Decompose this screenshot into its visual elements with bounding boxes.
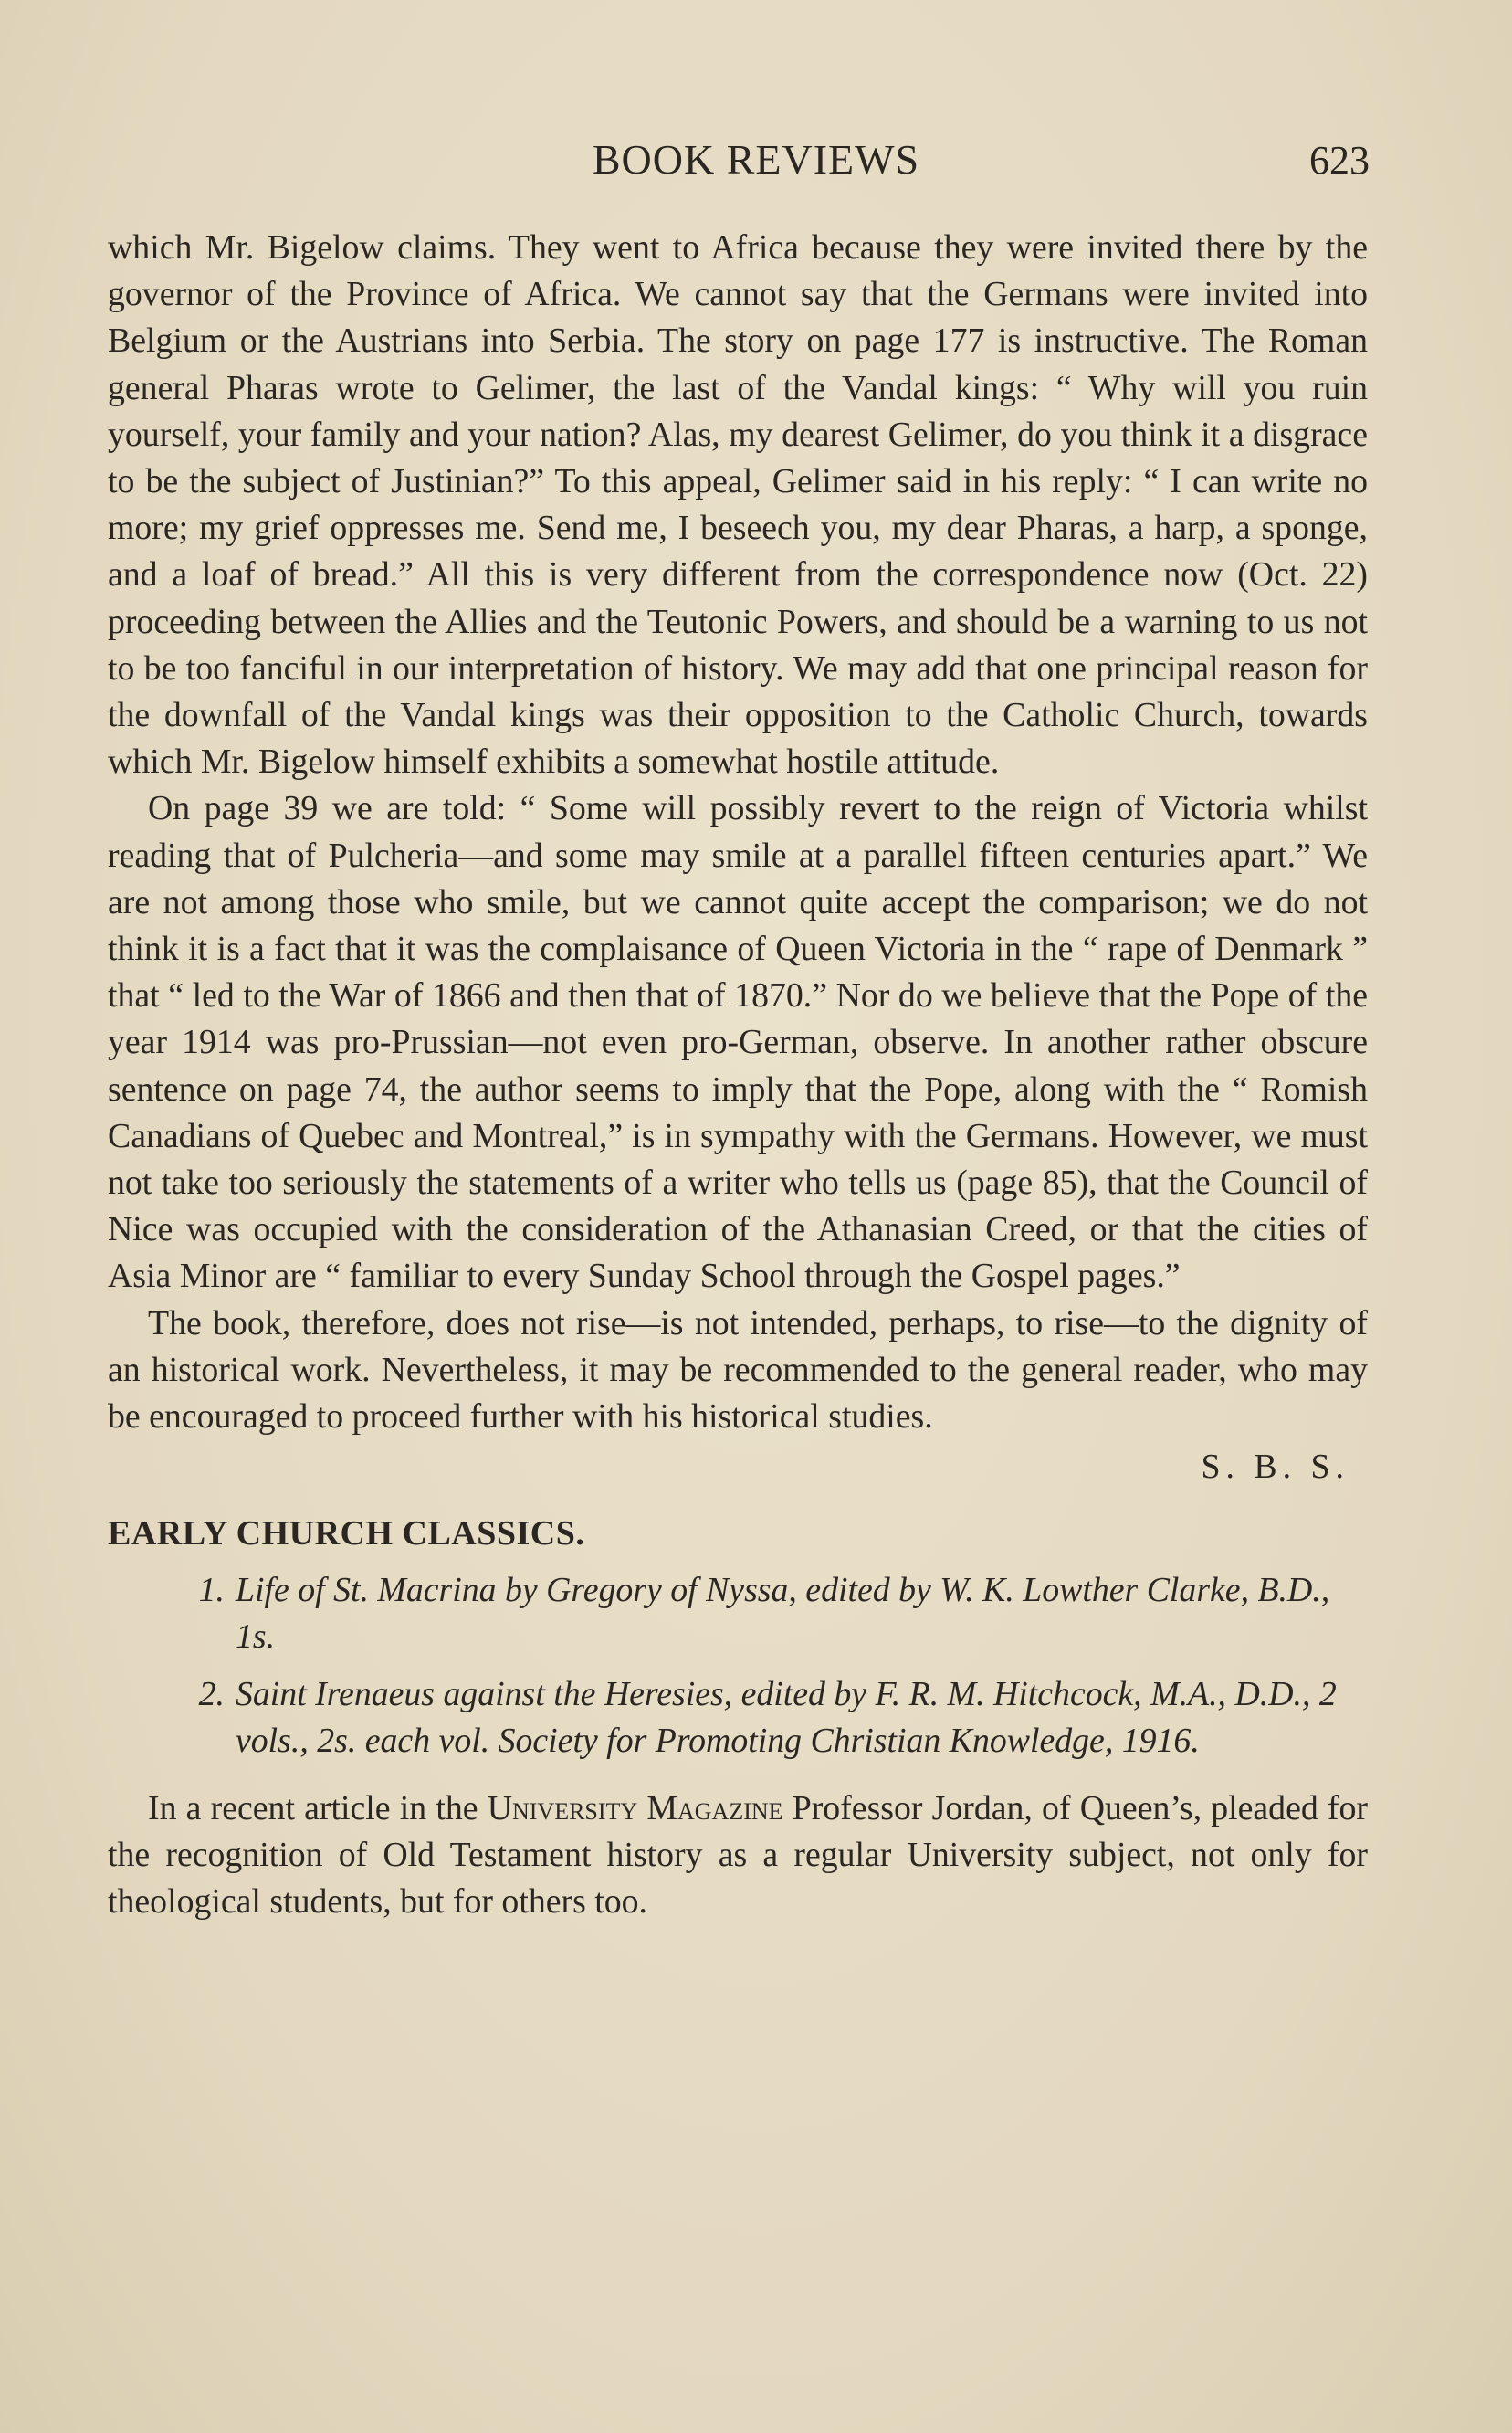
paragraph-review-start (108, 1785, 1368, 1926)
section-title: EARLY CHURCH CLASSICS. (108, 1514, 585, 1554)
page-header (0, 135, 1512, 190)
review-text-rest: Professor Jordan, of Queen’s, pleaded for the recognition of Old Testament history as a regular University subject, not only for theological students, but for others too. (108, 1788, 1368, 1921)
book-entry-1 (108, 1567, 1368, 1660)
review-text-lead: In a recent article in the (148, 1788, 488, 1827)
book-number: 2. (198, 1675, 225, 1714)
page-number: 623 (1309, 138, 1370, 183)
book-citation: Saint Irenaeus against the Heresies, edited by F. R. M. Hitchcock, M.A., D.D., 2 vols., 2s. each vol. Society for Promoting Christian Knowledge, 1916. (236, 1675, 1337, 1761)
body-text (108, 225, 1368, 1925)
book-list (108, 1567, 1368, 1765)
book-number: 1. (198, 1570, 225, 1609)
paragraph-conclusion: The book, therefore, does not rise—is not intended, perhaps, to rise—to the dignity of an historical work. Nevertheless, it may be recommended to the general reader, who may be encouraged to proceed further with his historical studies. (108, 1303, 1368, 1437)
book-citation: Life of St. Macrina by Gregory of Nyssa, edited by W. K. Lowther Clarke, B.D., 1s. (236, 1570, 1330, 1656)
magazine-name: University Magazine (487, 1788, 783, 1827)
paragraph-page-39: On page 39 we are told: “ Some will possibly revert to the reign of Victoria whilst reading that of Pulcheria—and some may smile at a parallel fifteen centuries apart.” We are not among those who smile, but we cannot quite accept the comparison; we do not think it is a fact that it was the complaisance of Queen Victoria in the “ rape of Denmark ” that “ led to the War of 1866 and then that of 1870.” Nor do we believe that the Pope of the year 1914 was pro-Prussian—not even pro-German, observe. In another rather obscure sentence on page 74, the author seems to imply that the Pope, along with the “ Romish Canadians of Quebec and Montreal,” is in sympathy with the Germans. However, we must not take too seriously the statements of a writer who tells us (page 85), that the Council of Nice was occupied with the consideration of the Athanasian Creed, or that the cities of Asia Minor are “ familiar to every Sunday School through the Gospel pages.” (108, 789, 1368, 1296)
book-entry-2 (108, 1671, 1368, 1764)
running-head: BOOK REVIEWS (592, 136, 920, 183)
paragraph-continuation: which Mr. Bigelow claims. They went to Africa because they were invited there by the governor of the Province of Africa. We cannot say that the Germans were invited into Belgium or the Austrians into Serbia. The story on page 177 is instructive. The Roman general Pharas wrote to Gelimer, the last of the Vandal kings: “ Why will you ruin yourself, your family and your nation? Alas, my dearest Gelimer, do you think it a disgrace to be the subject of Justinian?” To this appeal, Gelimer said in his reply: “ I can write no more; my grief oppresses me. Send me, I beseech you, my dear Pharas, a harp, a sponge, and a loaf of bread.” All this is very different from the correspondence now (Oct. 22) proceeding between the Allies and the Teutonic Powers, and should be a warning to us not to be too fanciful in our interpretation of history. We may add that one principal reason for the downfall of the Vandal kings was their opposition to the Catholic Church, towards which Mr. Bigelow himself exhibits a somewhat hostile attitude. (108, 228, 1368, 782)
reviewer-initials: S. B. S. (1201, 1448, 1349, 1487)
